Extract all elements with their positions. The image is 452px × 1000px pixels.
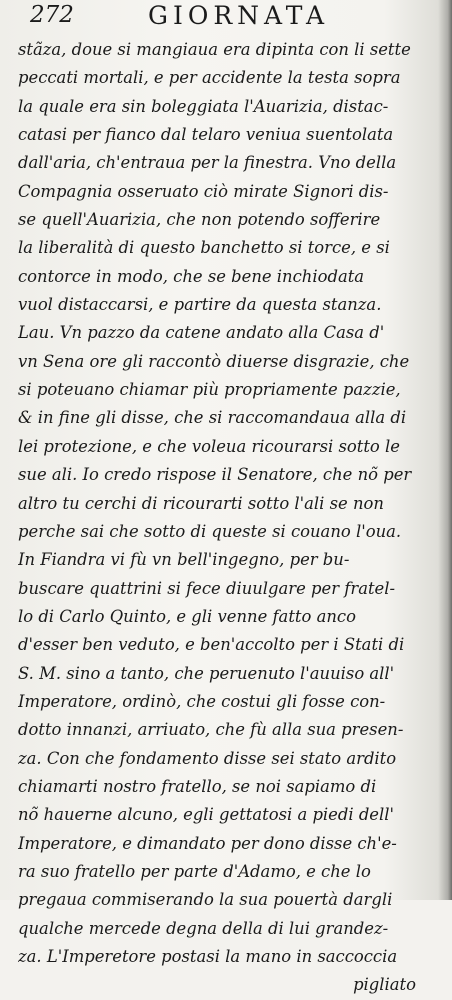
text-line: nõ hauerne alcuno, egli gettatosi a piedi dell'	[18, 805, 395, 825]
text-line: dotto innanzi, arriuato, che fù alla sua presen-	[18, 720, 404, 740]
text-line: vn Sena ore gli raccontò diuerse disgrazie, che	[18, 351, 410, 371]
text-line: & in fine gli disse, che si raccomandaua alla di	[18, 408, 407, 428]
text-line: chiamarti nostro fratello, se noi sapiamo di	[18, 776, 377, 796]
text-line: la liberalità di questo banchetto si torce, e si	[18, 238, 390, 258]
text-line: S. M. sino a tanto, che peruenuto l'auuiso all'	[18, 663, 395, 683]
text-line: Lau. Vn pazzo da catene andato alla Casa d'	[18, 323, 385, 343]
text-line: pregaua commiserando la sua pouertà dargli	[18, 890, 393, 910]
text-line: Imperatore, e dimandato per dono disse ch'e-	[18, 833, 397, 853]
text-line: za. L'Imperetore postasi la mano in saccoccia	[18, 947, 398, 966]
page-header	[18, 0, 438, 34]
text-line: dall'aria, ch'entraua per la finestra. Vno della	[18, 153, 397, 173]
running-head: GIORNATA	[148, 1, 330, 30]
text-line: za. Con che fondamento disse sei stato ardito	[18, 748, 397, 768]
text-line: d'esser ben veduto, e ben'accolto per i Stati di	[18, 635, 405, 655]
text-line: catasi per fianco dal telaro veniua suentolata	[18, 125, 394, 145]
text-line: stãza, doue si mangiaua era dipinta con li sette	[18, 40, 411, 59]
text-line: la quale era sin boleggiata l'Auarizia, distac-	[18, 96, 389, 116]
body-text	[18, 36, 432, 1000]
text-line: sue ali. Io credo rispose il Senatore, che nõ per	[18, 465, 412, 485]
text-line: perche sai che sotto di queste si couano l'oua.	[18, 521, 402, 541]
text-line: Imperatore, ordinò, che costui gli fosse con-	[18, 691, 386, 711]
text-line: lei protezione, e che voleua ricourarsi sotto le	[18, 436, 400, 456]
text-line: In Fiandra vi fù vn bell'ingegno, per bu-	[18, 550, 350, 570]
page-edge-shadow	[438, 0, 452, 900]
catchword: pigliato	[353, 975, 416, 995]
page-number: 272	[30, 2, 74, 28]
text-line: qualche mercede degna della di lui grandez-	[18, 918, 389, 938]
text-line: altro tu cerchi di ricourarti sotto l'ali se non	[18, 493, 384, 513]
text-line: contorce in modo, che se bene inchiodata	[18, 266, 365, 286]
text-line: lo di Carlo Quinto, e gli venne fatto anco	[18, 606, 356, 626]
text-line: buscare quattrini si fece diuulgare per fratel-	[18, 578, 396, 598]
text-line: vuol distaccarsi, e partire da questa stanza.	[18, 295, 382, 315]
text-line: Compagnia osseruato ciò mirate Signori dis-	[18, 181, 389, 201]
text-line: peccati mortali, e per accidente la testa sopra	[18, 68, 401, 88]
text-line: se quell'Auarizia, che non potendo sofferire	[18, 210, 381, 230]
text-line: ra suo fratello per parte d'Adamo, e che lo	[18, 861, 371, 881]
text-line: si poteuano chiamar più propriamente pazzie,	[18, 380, 401, 400]
